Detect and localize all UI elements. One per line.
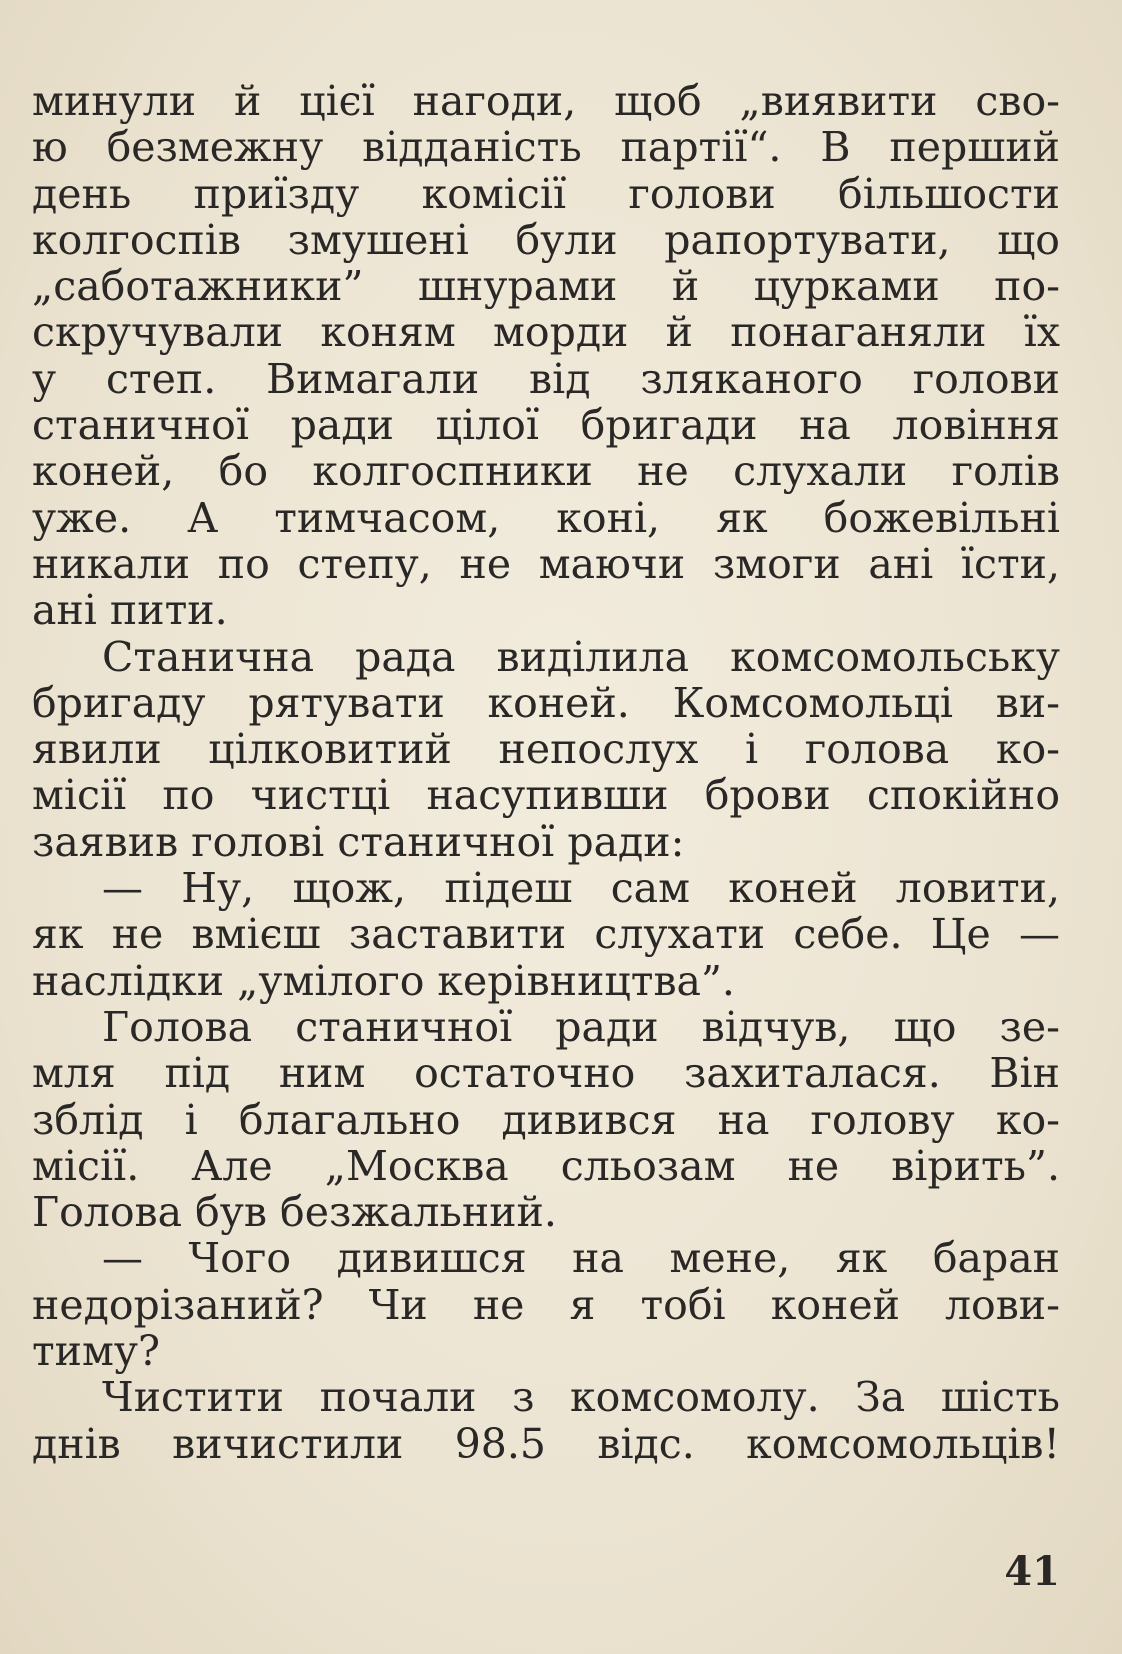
text-line-14: бригаду рятувати коней. Комсомольці ви-: [32, 678, 1060, 727]
text-line-15: явили цілковитий непослух і голова ко-: [32, 725, 1060, 774]
text-line-12: ані пити.: [32, 586, 228, 635]
text-line-8: станичної ради цілої бригади на ловіння: [32, 401, 1060, 450]
text-line-27: недорізаний? Чи не я тобі коней лови-: [32, 1280, 1060, 1329]
text-line-25: Голова був безжальний.: [32, 1188, 557, 1237]
text-line-17: заявив голові станичної ради:: [32, 817, 685, 866]
text-line-21: Голова станичної ради відчув, що зе-: [102, 1002, 1060, 1051]
text-line-6: скручували коням морди й понаганяли їх: [32, 308, 1060, 357]
text-line-5: „саботажники” шнурами й цурками по-: [32, 262, 1060, 311]
text-line-24: місії. Але „Москва сльозам не вірить”.: [32, 1141, 1060, 1190]
text-line-26: — Чого дивишся на мене, як баран: [102, 1234, 1060, 1283]
text-line-4: колгоспів змушені були рапортувати, що: [32, 215, 1060, 264]
text-line-23: зблід і благально дивився на голову ко-: [32, 1095, 1060, 1144]
text-line-16: місії по чистці насупивши брови спокійно: [32, 771, 1060, 820]
text-line-28: тиму?: [32, 1327, 161, 1376]
text-line-3: день приїзду комісії голови більшости: [32, 169, 1060, 218]
text-line-2: ю безмежну відданість партії“. В перший: [32, 123, 1060, 172]
text-line-22: мля під ним остаточно захиталася. Він: [32, 1049, 1060, 1098]
text-line-30: днів вичистили 98.5 відс. комсомольців!: [32, 1419, 1060, 1468]
text-line-9: коней, бо колгоспники не слухали голів: [32, 447, 1060, 496]
text-line-10: уже. А тимчасом, коні, як божевільні: [32, 493, 1060, 542]
body-text: [32, 78, 1060, 1467]
text-line-18: — Ну, щож, підеш сам коней ловити,: [102, 864, 1060, 913]
text-line-20: наслідки „умілого керівництва”.: [32, 956, 735, 1005]
page-number: 41: [1004, 1548, 1060, 1595]
text-line-11: никали по степу, не маючи змоги ані їсти,: [32, 539, 1060, 588]
text-line-7: у степ. Вимагали від зляканого голови: [32, 354, 1060, 403]
text-line-13: Станична рада виділила комсомольську: [102, 632, 1060, 681]
text-line-19: як не вмієш заставити слухати себе. Це —: [32, 910, 1060, 959]
text-line-1: минули й цієї нагоди, щоб „виявити сво-: [32, 77, 1060, 125]
text-line-29: Чистити почали з комсомолу. За шість: [102, 1373, 1060, 1422]
